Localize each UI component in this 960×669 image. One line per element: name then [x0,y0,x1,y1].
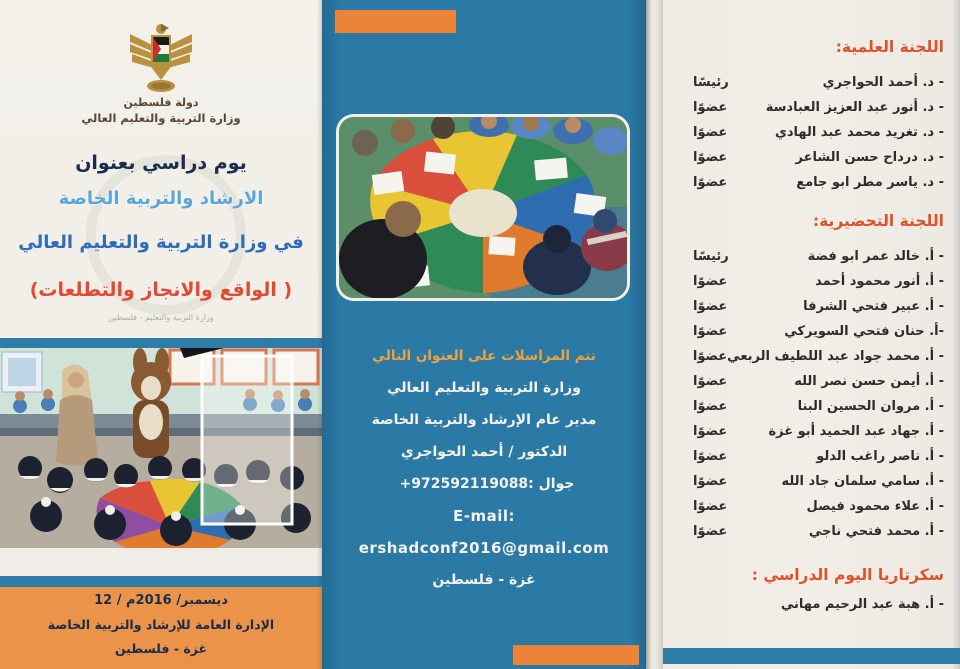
member-role: عضوًا [693,125,728,140]
committee-member-row [663,369,960,394]
left-panel [0,0,322,669]
phone-label: جوال : [528,476,575,492]
committee-member-row [663,120,960,145]
committee-member-row [663,70,960,95]
member-name: - أ. أنور محمود أحمد [815,274,944,289]
committee-member-row [663,469,960,494]
activity-photo [336,114,630,301]
member-role: عضوًا [693,474,728,489]
member-name: - أ. هبة عبد الرحيم مهاني [780,597,944,612]
middle-panel [322,0,646,669]
member-name: - أ. سامي سلمان جاد الله [781,474,944,489]
committee-member-row [663,394,960,419]
event-title-line3: في وزارة التربية والتعليم العالي [18,232,304,253]
member-role: رئيسًا [693,249,729,264]
palestine-eagle-emblem [0,20,322,98]
committee-member-row [663,319,960,344]
ministry-name: وزارة التربية والتعليم العالي [81,111,241,125]
secretariat-list [663,592,960,617]
member-role: عضوًا [693,524,728,539]
email-address: ershadconf2016@gmail.com [358,539,610,557]
member-name: - أ. علاء محمود فيصل [806,499,944,514]
member-role: عضوًا [693,374,728,389]
member-name: - د. أنور عبد العزيز العبادسة [765,100,944,115]
member-name: - أ. عبير فتحي الشرفا [803,299,944,314]
member-name: - أ. جهاد عبد الحميد أبو غزة [768,424,944,439]
contact-phone [322,468,646,500]
committee-member-row [663,592,960,617]
contact-director-title: مدير عام الإرشاد والتربية الخاصة [371,412,597,428]
eagle-of-palestine-icon [128,20,194,94]
member-role: عضوًا [692,349,728,364]
committee-member-row [663,145,960,170]
committee-member-row [663,344,960,369]
orange-accent-top [335,10,456,33]
member-name: - أ. مروان الحسين البنا [797,399,944,414]
scientific-committee-heading: اللجنة العلمية: [835,38,944,56]
email-label: E-mail: [452,507,515,525]
committee-member-row [663,269,960,294]
committee-member-row [663,444,960,469]
preparatory-committee-heading: اللجنة التحضيرية: [812,212,944,230]
scan-edge-shadow [952,0,960,669]
member-role: عضوًا [693,150,728,165]
committee-member-row [663,95,960,120]
member-name: - أ. خالد عمر ابو فضة [807,249,944,264]
event-date: 12 / ديسمبر/ 2016م [94,593,228,608]
member-role: عضوًا [693,399,728,414]
member-role: عضوًا [693,499,728,514]
right-panel [663,0,960,669]
member-role: عضوًا [693,324,728,339]
committee-member-row [663,494,960,519]
member-name: - د. ياسر مطر ابو جامع [796,175,944,190]
fold-edge [646,0,663,669]
state-name: دولة فلسطين [123,96,199,109]
member-name: - د. درداح حسن الشاعر [795,150,944,165]
member-name: - أ. محمد جواد عبد اللطيف الربعي [727,349,944,364]
member-role: عضوًا [693,299,728,314]
contact-heading: تتم المراسلات على العنوان التالي [372,348,596,364]
member-role: عضوًا [693,424,728,439]
committee-member-row [663,519,960,544]
contact-location: غزة - فلسطين [432,572,536,588]
footer-divider-bar [0,576,322,587]
event-title-line2: الارشاد والتربية الخاصة [58,188,264,209]
member-name: - د. تغريد محمد عبد الهادي [774,125,944,140]
member-name: - د. أحمد الحواجري [822,75,944,90]
right-bottom-bar [663,648,960,664]
secretariat-heading: سكرتاريا اليوم الدراسي : [751,566,944,584]
member-name: - أ. ناصر راغب الدلو [816,449,944,464]
member-role: رئيسًا [693,75,729,90]
committee-member-row [663,419,960,444]
watermark-text: وزارة التربية والتعليم - فلسطين [108,313,214,322]
scientific-committee-list [663,70,960,195]
committee-member-row [663,244,960,269]
footer-location: غزة - فلسطين [114,641,208,656]
preparatory-committee-list [663,244,960,544]
committee-member-row [663,170,960,195]
contact-block [322,340,646,596]
member-role: عضوًا [693,100,728,115]
member-name: - أ. محمد فتحي ناجي [808,524,944,539]
contact-person: الدكتور / أحمد الحواجري [400,444,568,460]
event-title-line1: يوم دراسي بعنوان [75,152,247,174]
committee-member-row [663,294,960,319]
member-name: -أ. حنان فتحي السويركي [784,324,944,339]
member-role: عضوًا [693,175,728,190]
contact-ministry: وزارة التربية والتعليم العالي [387,380,581,396]
member-role: عضوًا [693,274,728,289]
event-title-line4: ( الواقع والانجاز والتطلعات) [29,279,293,301]
organizing-department: الإدارة العامة للإرشاد والتربية الخاصة [47,617,275,632]
member-name: - أ. أيمن حسن نصر الله [794,374,944,389]
left-footer [0,587,322,669]
phone-number: +972592119088 [399,476,529,492]
member-role: عضوًا [693,449,728,464]
classroom-photo [0,338,322,548]
orange-accent-bottom [513,645,639,665]
